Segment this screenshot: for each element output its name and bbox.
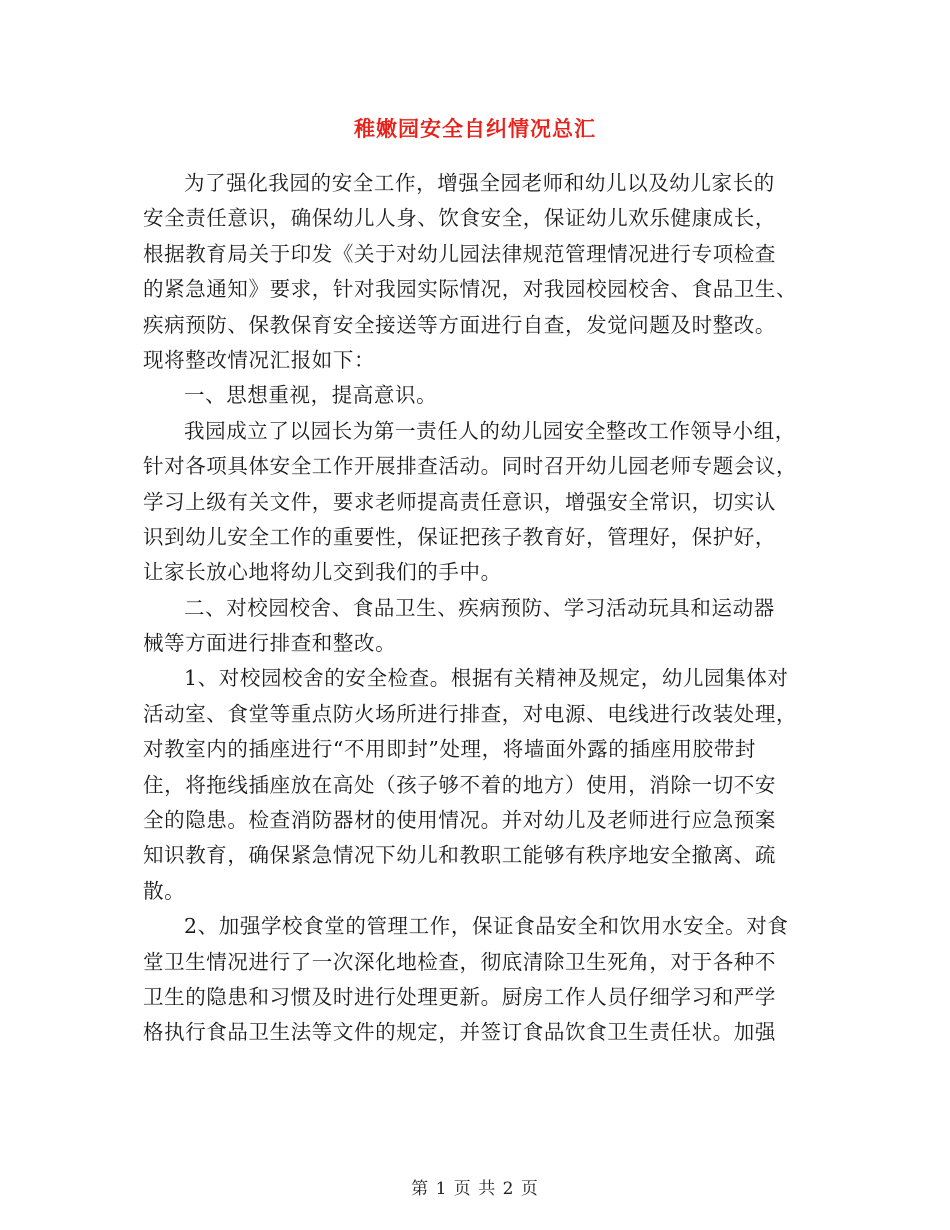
text-line: 为了强化我园的安全工作，增强全园老师和幼儿以及幼儿家长的 — [184, 171, 775, 195]
text-line: 疾病预防、保教保育安全接送等方面进行自查，发觉问题及时整改。 — [143, 312, 776, 337]
text-line: 的紧急通知》要求，针对我园实际情况，对我园校园校舍、食品卫生、 — [143, 277, 798, 302]
text-line: 知识教育，确保紧急情况下幼儿和教职工能够有秩序地安全撤离、疏 — [143, 843, 776, 868]
document-title: 稚嫩园安全自纠情况总汇 — [354, 117, 596, 141]
text-line: 让家长放心地将幼儿交到我们的手中。 — [143, 560, 502, 585]
text-line: 二、对校园校舍、食品卫生、疾病预防、学习活动玩具和运动器 — [184, 595, 775, 620]
text-line: 对教室内的插座进行“不用即封”处理，将墙面外露的插座用胶带封 — [143, 737, 756, 762]
text-line: 识到幼儿安全工作的重要性，保证把孩子教育好，管理好，保护好， — [143, 524, 776, 549]
text-line: 械等方面进行排查和整改。 — [143, 631, 397, 656]
text-line: 卫生的隐患和习惯及时进行处理更新。厨房工作人员仔细学习和严学 — [143, 984, 776, 1009]
text-line: 针对各项具体安全工作开展排查活动。同时召开幼儿园老师专题会议， — [143, 454, 798, 479]
text-line: 住，将拖线插座放在高处（孩子够不着的地方）使用，消除一切不安 — [143, 772, 776, 797]
text-line: 散。 — [143, 878, 186, 903]
text-line: 现将整改情况汇报如下： — [143, 347, 376, 372]
text-line: 2、加强学校食堂的管理工作，保证食品安全和饮用水安全。对食 — [184, 914, 789, 939]
document-body — [143, 166, 811, 1051]
text-line: 安全责任意识，确保幼儿人身、饮食安全，保证幼儿欢乐健康成长， — [143, 206, 776, 231]
text-line: 活动室、食堂等重点防火场所进行排查，对电源、电线进行改装处理， — [143, 701, 798, 726]
text-line: 堂卫生情况进行了一次深化地检查，彻底清除卫生死角，对于各种不 — [143, 949, 776, 974]
text-line: 1、对校园校舍的安全检查。根据有关精神及规定，幼儿园集体对 — [184, 666, 789, 691]
page-footer: 第 1 页 共 2 页 — [411, 1179, 539, 1199]
text-line: 全的隐患。检查消防器材的使用情况。并对幼儿及老师进行应急预案 — [143, 808, 776, 833]
text-line: 我园成立了以园长为第一责任人的幼儿园安全整改工作领导小组， — [184, 418, 796, 443]
text-line: 根据教育局关于印发《关于对幼儿园法律规范管理情况进行专项检查 — [143, 241, 776, 266]
text-line: 格执行食品卫生法等文件的规定，并签订食品饮食卫生责任状。加强 — [143, 1020, 776, 1045]
text-line: 学习上级有关文件，要求老师提高责任意识，增强安全常识，切实认 — [143, 489, 776, 514]
text-line: 一、思想重视，提高意识。 — [184, 383, 438, 408]
